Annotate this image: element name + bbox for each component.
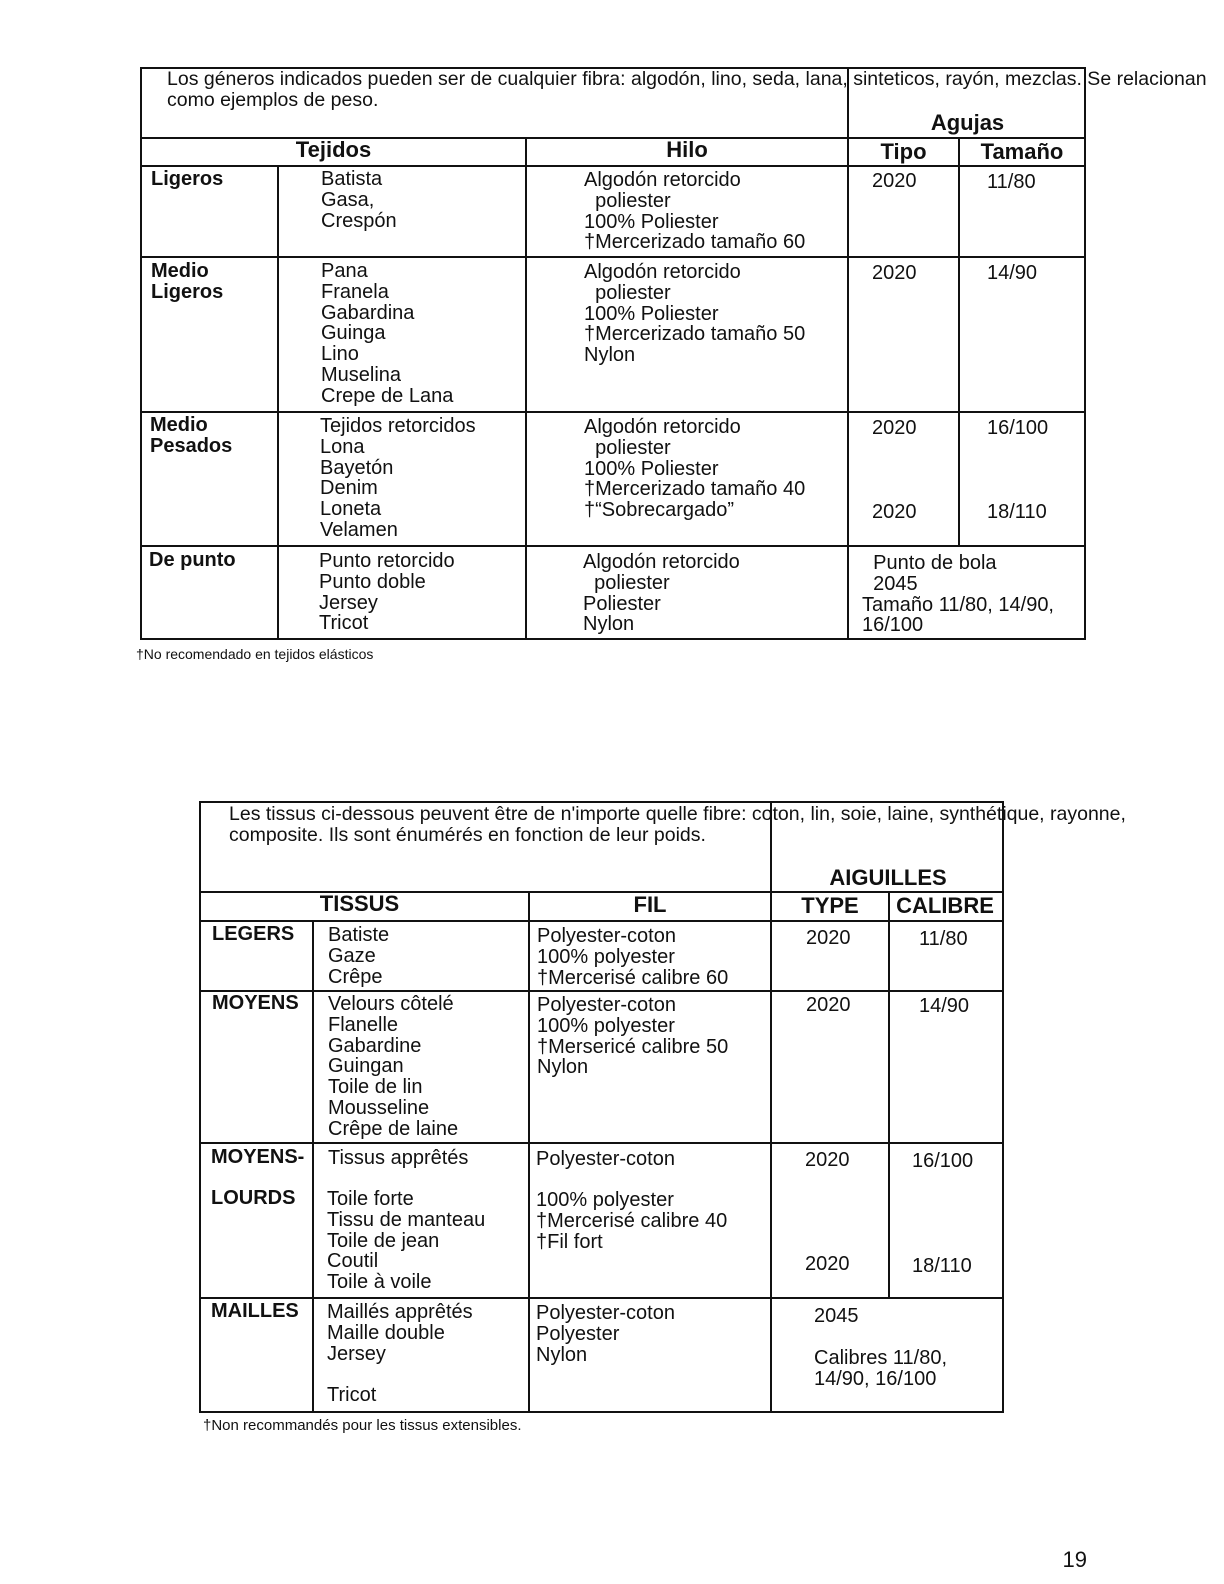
es-thread-list: Algodón retorcido poliester Poliester Nylon bbox=[583, 551, 740, 636]
fr-fabric-list: Toile forte Tissu de manteau Toile de jean Coutil Toile à voile bbox=[327, 1188, 486, 1294]
es-thread-list: Algodón retorcido poliester 100% Poliester †Mercerizado tamaño 50 Nylon bbox=[584, 261, 806, 367]
es-header-tejidos: Tejidos bbox=[295, 137, 372, 162]
es-thread-list: Algodón retorcido poliester 100% Poliester †Mercerizado tamaño 40 †“Sobrecargado” bbox=[584, 416, 806, 522]
fr-header-fil: FIL bbox=[633, 892, 667, 917]
es-category-label: De punto bbox=[149, 549, 236, 571]
fr-divider bbox=[888, 891, 890, 1298]
es-category-label: Medio Ligeros bbox=[151, 260, 224, 303]
es-divider bbox=[525, 137, 527, 640]
es-needle-size: 16/100 bbox=[987, 417, 1049, 439]
fr-divider bbox=[199, 1142, 1004, 1144]
fr-header-calibre: CALIBRE bbox=[896, 893, 994, 918]
es-fabric-list: Tejidos retorcidos Lona Bayetón Denim Loneta Velamen bbox=[320, 415, 476, 541]
es-needle-type: 2020 bbox=[872, 170, 917, 192]
es-fabric-list: Batista Gasa, Crespón bbox=[321, 168, 397, 232]
fr-needle-size: 18/110 bbox=[912, 1255, 972, 1277]
fr-divider bbox=[528, 891, 530, 1413]
fr-needle-type: 2020 bbox=[806, 927, 851, 949]
fr-fabric-list: Batiste Gaze Crêpe bbox=[328, 924, 390, 988]
fr-needle-size: 14/90 bbox=[919, 995, 970, 1017]
fr-fabric-list: Velours côtelé Flanelle Gabardine Guingan Toile de lin Mousseline Crêpe de laine bbox=[328, 993, 459, 1140]
es-divider bbox=[140, 256, 1086, 258]
fr-divider bbox=[312, 920, 314, 1413]
fr-fabric-list: Maillés apprêtés Maille double Jersey bbox=[327, 1301, 473, 1365]
fr-thread-list: Polyester-coton 100% polyester †Mersericé calibre 50 Nylon bbox=[537, 994, 729, 1079]
es-needle-note: Punto de bola 2045 Tamaño 11/80, 14/90, 16/100 bbox=[862, 552, 1054, 637]
fr-category-label-2: LOURDS bbox=[211, 1187, 296, 1209]
es-agujas-heading: Agujas bbox=[930, 110, 1005, 135]
fr-thread-first: Polyester-coton bbox=[536, 1148, 675, 1170]
es-needle-size: 18/110 bbox=[987, 501, 1047, 523]
es-footnote: †No recomendado en tejidos elásticos bbox=[136, 646, 374, 662]
fr-category-label: MAILLES bbox=[211, 1300, 299, 1322]
fr-footnote: †Non recommandés pour les tissus extensibles. bbox=[203, 1417, 522, 1434]
fr-category-label: MOYENS bbox=[212, 992, 299, 1014]
fr-thread-list: Polyester-coton Polyester Nylon bbox=[536, 1302, 675, 1366]
fr-needle-type: 2020 bbox=[805, 1149, 850, 1171]
es-needle-type: 2020 bbox=[872, 501, 917, 523]
es-thread-list: Algodón retorcido poliester 100% Poliester †Mercerizado tamaño 60 bbox=[584, 169, 806, 254]
es-needle-size: 11/80 bbox=[987, 171, 1036, 193]
fr-fabric-first: Tissus apprêtés bbox=[328, 1147, 469, 1169]
fr-aiguilles-heading: AIGUILLES bbox=[829, 865, 947, 890]
fr-thread-list: Polyester-coton 100% polyester †Mercerisé calibre 60 bbox=[537, 925, 729, 989]
fr-category-label: LEGERS bbox=[212, 923, 295, 945]
fr-needle-type: 2045 bbox=[814, 1305, 859, 1327]
es-header-tipo: Tipo bbox=[880, 139, 927, 164]
fr-divider bbox=[199, 920, 1004, 922]
es-needle-size: 14/90 bbox=[987, 262, 1038, 284]
es-divider bbox=[277, 165, 279, 640]
fr-header-type: TYPE bbox=[801, 893, 859, 918]
fr-header-tissus: TISSUS bbox=[319, 891, 400, 916]
fr-needle-size: 11/80 bbox=[919, 928, 968, 950]
es-header-hilo: Hilo bbox=[666, 137, 708, 162]
es-divider bbox=[140, 411, 1086, 413]
es-header-tamano: Tamaño bbox=[980, 139, 1064, 164]
es-fabric-list: Punto retorcido Punto doble Jersey Tricot bbox=[319, 550, 455, 635]
fr-category-label: MOYENS- bbox=[211, 1146, 305, 1168]
es-category-label: Ligeros bbox=[151, 168, 224, 190]
es-divider bbox=[140, 165, 1086, 167]
es-needle-type: 2020 bbox=[872, 417, 917, 439]
fr-needle-type: 2020 bbox=[805, 1253, 850, 1275]
fr-intro-text: Les tissus ci-dessous peuvent être de n'importe quelle fibre: coton, lin, soie, laine, synthétique, rayonne, composite. Ils sont énumérés en fonction de leur poids. bbox=[229, 803, 1126, 846]
fr-divider bbox=[199, 1297, 1004, 1299]
fr-needle-type: 2020 bbox=[806, 994, 851, 1016]
page-number: 19 bbox=[1062, 1547, 1087, 1572]
fr-thread-list: 100% polyester †Mercerisé calibre 40 †Fil fort bbox=[536, 1189, 728, 1253]
es-category-label: Medio Pesados bbox=[150, 414, 233, 457]
es-divider bbox=[958, 137, 960, 545]
es-fabric-list: Pana Franela Gabardina Guinga Lino Muselina Crepe de Lana bbox=[321, 260, 454, 407]
es-needle-type: 2020 bbox=[872, 262, 917, 284]
fr-needle-size: 16/100 bbox=[912, 1150, 974, 1172]
fr-fabric-last: Tricot bbox=[327, 1384, 377, 1406]
es-divider bbox=[140, 545, 1086, 547]
es-intro-text: Los géneros indicados pueden ser de cualquier fibra: algodón, lino, seda, lana, sinteticos, rayón, mezclas. Se relacionan como ejemplos de peso. bbox=[167, 68, 1207, 111]
fr-divider bbox=[199, 990, 1004, 992]
fr-needle-sizes: Calibres 11/80, 14/90, 16/100 bbox=[814, 1347, 948, 1390]
